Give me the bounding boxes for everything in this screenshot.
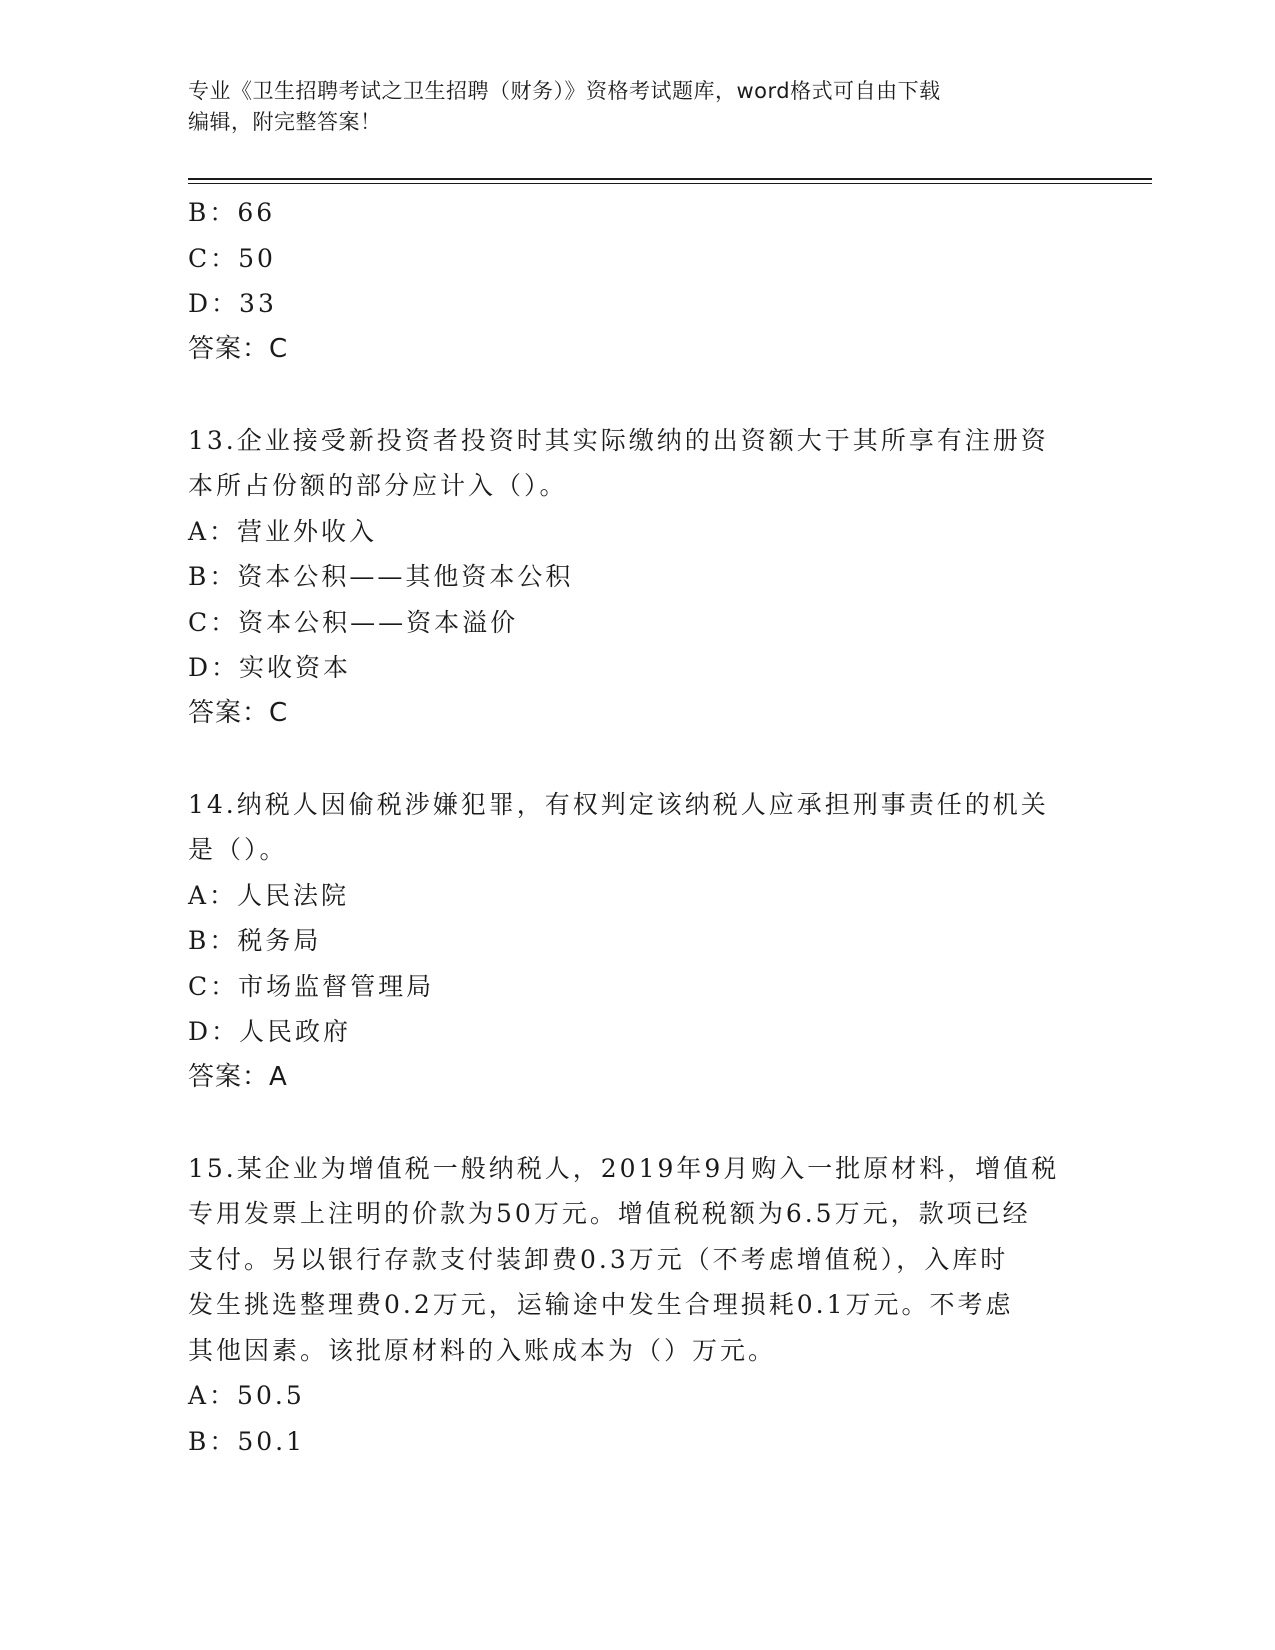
question-text-line: 本所占份额的部分应计入（）。 <box>188 471 568 500</box>
spacer <box>188 736 1088 782</box>
question-content <box>188 190 1088 1464</box>
answer-line: 答案：C <box>188 333 289 364</box>
answer-line: 答案：A <box>188 1061 288 1092</box>
header-divider-thick <box>188 178 1152 180</box>
spacer <box>188 372 1088 418</box>
question-text-line: 专用发票上注明的价款为50万元。增值税税额为6.5万元，款项已经 <box>188 1199 1031 1228</box>
question-13 <box>188 418 1088 737</box>
question-text-line: 15.某企业为增值税一般纳税人，2019年9月购入一批原材料，增值税 <box>188 1153 1060 1183</box>
option-b: B：50.1 <box>188 1426 306 1456</box>
header-divider-thin <box>188 183 1152 184</box>
option-b: B：资本公积——其他资本公积 <box>188 562 574 591</box>
option-b: B：税务局 <box>188 926 322 955</box>
option-b: B：66 <box>188 198 276 227</box>
option-d: D：实收资本 <box>188 653 352 682</box>
answer-line: 答案：C <box>188 697 289 728</box>
option-c: C：50 <box>188 243 276 273</box>
question-15 <box>188 1146 1088 1465</box>
question-text-line: 支付。另以银行存款支付装卸费0.3万元（不考虑增值税），入库时 <box>188 1244 1009 1274</box>
header-line-1: 专业《卫生招聘考试之卫生招聘（财务）》资格考试题库，word格式可自由下载 <box>188 79 941 103</box>
question-text-line: 其他因素。该批原材料的入账成本为（）万元。 <box>188 1335 777 1365</box>
prev-question <box>188 190 1088 372</box>
question-text-line: 13.企业接受新投资者投资时其实际缴纳的出资额大于其所享有注册资 <box>188 425 1049 455</box>
question-text-line: 发生挑选整理费0.2万元，运输途中发生合理损耗0.1万元。不考虑 <box>188 1290 1014 1319</box>
option-d: D：人民政府 <box>188 1017 352 1046</box>
option-a: A：50.5 <box>188 1381 305 1410</box>
spacer <box>188 1100 1088 1146</box>
option-d: D：33 <box>188 289 277 318</box>
option-a: A：人民法院 <box>188 880 350 910</box>
option-c: C：资本公积——资本溢价 <box>188 607 519 637</box>
option-a: A：营业外收入 <box>188 516 378 546</box>
option-c: C：市场监督管理局 <box>188 971 435 1001</box>
header-line-2: 编辑，附完整答案！ <box>188 110 382 134</box>
question-text-line: 是（）。 <box>188 835 288 864</box>
document-header <box>188 76 1088 138</box>
question-14 <box>188 782 1088 1101</box>
question-text-line: 14.纳税人因偷税涉嫌犯罪，有权判定该纳税人应承担刑事责任的机关 <box>188 789 1049 819</box>
